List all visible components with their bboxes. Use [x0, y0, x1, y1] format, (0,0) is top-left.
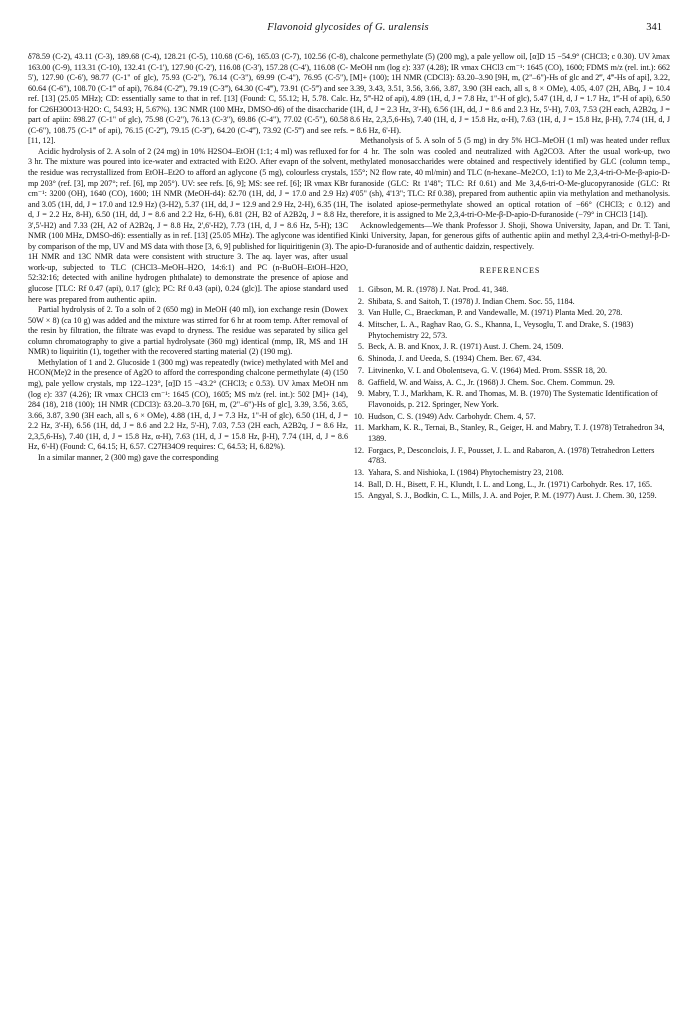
reference-list: [350, 285, 670, 502]
reference-item: [350, 342, 670, 353]
running-title: Flavonoid glycosides of G. uralensis: [267, 22, 429, 33]
reference-item: [350, 354, 670, 365]
reference-item: [350, 366, 670, 377]
reference-item: [350, 389, 670, 410]
reference-text: Beck, A. B. and Knox, J. R. (1971) Aust. J. Chem. 24, 1509.: [368, 342, 564, 352]
reference-number: 1.: [357, 284, 364, 294]
reference-text: Hudson, C. S. (1949) Adv. Carbohydr. Chem. 4, 57.: [368, 411, 536, 421]
reference-text: Gibson, M. R. (1978) J. Nat. Prod. 41, 348.: [368, 284, 509, 294]
reference-item: [350, 378, 670, 389]
paragraph-methylation: Methylation of 1 and 2. Glucoside 1 (300 mg) was repeatedly (twice) methylated with MeI and HCON(Me)2 in the presence of Ag2O to afford the corresponding chalcone permethylate (4) (150 mg), pale yellow crystals, mp 122–123°, [α]D 15 −43.2° (CHCl3; c 0.53). UV λmax MeOH nm (log ε): 337 (4.26); IR νmax CHCl3 cm⁻¹: 1645 (CO), 1605; MS m/z (rel. int.): 502 [M]+ (14), 284 (18), 218 (100); 1H NMR (CDCl3): δ3.20–3.70 [6H, m, (2"–6")-Hs of glc], 3.39, 3.56, 3.65, 3.66, 3.87, 3.90 (3H each, all s, 6 × OMe), 4.88 (1H, d, J = 7.3 Hz, 1"-H of glc), 6.50 (1H, d, J = 2.2 Hz, 3'-H), 6.56 (1H, dd, J = 8.6 and 2.2 Hz, 5'-H), 7.03, 7.53 (2H each, A2B2q, J = 8.6 Hz, 2,3,5,6-Hs), 7.40 (1H, d, J = 15.8 Hz, α-H), 7.63 (1H, d, J = 15.8 Hz, β-H), 7.74 (1H, d, J = 8.6 Hz, 6'-H) (Found: C, 64.15; H, 6.57. C27H34O9 requires: C, 64.53; H, 6.82%).: [28, 357, 348, 452]
reference-item: [350, 491, 670, 502]
reference-text: Shibata, S. and Saitoh, T. (1978) J. Indian Chem. Soc. 55, 1184.: [368, 296, 575, 306]
reference-item: [350, 285, 670, 296]
reference-text: Yahara, S. and Nishioka, I. (1984) Phytochemistry 23, 2108.: [368, 467, 564, 477]
reference-number: 8.: [357, 377, 364, 387]
reference-item: [350, 423, 670, 444]
reference-text: Ball, D. H., Bisett, F. H., Klundt, I. L. and Long, L., Jr. (1971) Carbohydr. Res. 17, 165.: [368, 479, 652, 489]
paragraph-methanolysis: Methanolysis of 5. A soln of 5 (5 mg) in dry 5% HCl–MeOH (1 ml) was heated under reflux for 4 hr. The soln was cooled and neutralized with Ag2CO3. After the usual work-up, two methylated monosaccharides were obtained and respectively identified by GLC (column temp., 155°; N2 flow rate, 40 ml/min) and TLC (n-hexane–Me2CO, 1:1) to Me 2,3,4-tri-O-Me-β-apio-D-furanoside (GLC: Rt 1'48"; TLC: Rf 0.61) and Me 3,4,6-tri-O-Me-glucopyranoside (GLC: Rt 4'05" (sh), 4'13"; TLC: Rf 0.38), prepared from authentic apiin via methylation and methanolysis. The isolated apiose-permethylate showed an optical rotation of −66° (CHCl3; c 0.12) and therefore, it is assigned to Me 2,3,4-tri-O-Me-β-D-apio-D-furanoside (−79° in CHCl3 [14]).: [350, 136, 670, 220]
reference-number: 4.: [357, 320, 364, 330]
reference-text: Mitscher, L. A., Raghav Rao, G. S., Khanna, I., Veysoglu, T. and Drake, S. (1983) Phytochemistry 22, 573.: [368, 320, 634, 340]
reference-number: 2.: [357, 296, 364, 306]
reference-item: [350, 480, 670, 491]
reference-text: Litvinenko, V. I. and Obolentseva, G. V. (1964) Med. Prom. SSSR 18, 20.: [368, 365, 608, 375]
paragraph-chalcone-permethylate: chalcone permethylate (5) (200 mg), a pale yellow oil, [α]D 15 −54.9° (CHCl3; c 0.30). UV λmax MeOH nm (log ε): 337 (4.28); IR νmax CHCl3 cm⁻¹: 1645 (CO), 1600; FDMS m/z (rel. int.): 662 [M]+ (100); 1H NMR (CDCl3): δ3.20–3.90 [9H, m, (2"–6")-Hs of glc and 2‴, 4‴-Hs of api], 3.22, 3.39, 3.43, 3.51, 3.56, 3.66, 3.87, 3.90 (3H each, all s, 8 × OMe), 4.05, 4.07 (2H, ABq, J = 10.4 Hz, 5‴-H2 of api), 4.89 (1H, d, J = 7.8 Hz, 1"-H of glc), 5.47 (1H, d, J = 1.7 Hz, 1‴-H of api), 6.50 (1H, d, J = 2.3 Hz, 3'-H), 6.56 (1H, dd, J = 8.6 and 2.3 Hz, 5'-H), 7.03, 7.53 (2H each, A2B2q, J = 8.6 Hz, 2,3,5,6-Hs), 7.40 (1H, d, J = 15.8 Hz, α-H), 7.63 (1H, d, J = 15.8 Hz, β-H), 7.74 (1H, d, J = 8.6 Hz, 6'-H).: [350, 52, 670, 135]
reference-number: 9.: [357, 389, 364, 399]
reference-number: 6.: [357, 354, 364, 364]
reference-number: 11.: [354, 423, 364, 433]
reference-item: [350, 297, 670, 308]
reference-text: Markham, K. R., Ternai, B., Stanley, R., Geiger, H. and Mabry, T. J. (1978) Tetrahedron 34, 1389.: [368, 423, 665, 443]
reference-number: 10.: [353, 411, 364, 421]
paragraph-partial-hydrolysis: Partial hydrolysis of 2. To a soln of 2 (650 mg) in MeOH (40 ml), ion exchange resin (Dowex 50W × 8) (ca 10 g) was added and the mixture was stirred for 6 hr at room temp. After removal of the resin by filtration, the filtrate was evapd to dryness. The residue was separated by silica gel column chromatography to give a partial hydrolysate (360 mg) identical (mmp, IR, MS and 1H NMR) to liquiritin (1), together with the recovered starting material (2) (190 mg).: [28, 305, 348, 357]
reference-number: 14.: [353, 479, 364, 489]
reference-number: 13.: [353, 467, 364, 477]
reference-text: Angyal, S. J., Bodkin, C. L., Mills, J. A. and Pojer, P. M. (1977) Aust. J. Chem. 30, 1259.: [368, 491, 657, 501]
reference-number: 7.: [357, 365, 364, 375]
reference-number: 15.: [353, 491, 364, 501]
reference-text: Shinoda, J. and Ueeda, S. (1934) Chem. Ber. 67, 434.: [368, 354, 542, 364]
reference-item: [350, 468, 670, 479]
reference-text: Mabry, T. J., Markham, K. R. and Thomas, M. B. (1970) The Systematic Identification of Flavonoids, p. 212. Springer, New York.: [368, 389, 658, 409]
paragraph-acknowledgements: Acknowledgements—We thank Professor J. Shoji, Showa University, Japan, and Dr. T. Tani, Kinki University, Japan, for generous gifts of authentic apiin and methyl 2,3,4-tri-O-methyl-β-D-apio-D-furanoside and of authentic daidzin, respectively.: [350, 220, 670, 251]
running-head: [0, 22, 696, 40]
reference-item: [350, 320, 670, 341]
reference-number: 3.: [357, 308, 364, 318]
paragraph-similar-manner: In a similar manner, 2 (300 mg) gave the corresponding: [38, 452, 219, 462]
page-number: 341: [646, 22, 662, 33]
left-column: [28, 52, 348, 463]
reference-text: Gaffield, W. and Waiss, A. C., Jr. (1968) J. Chem. Soc. Chem. Commun. 29.: [368, 377, 615, 387]
right-column: [350, 52, 670, 503]
reference-text: Van Hulle, C., Braeckman, P. and Vandewalle, M. (1971) Planta Med. 20, 278.: [368, 308, 623, 318]
reference-number: 5.: [357, 342, 364, 352]
reference-item: [350, 446, 670, 467]
reference-item: [350, 308, 670, 319]
reference-item: [350, 412, 670, 423]
paragraph-acidic-hydrolysis: Acidic hydrolysis of 2. A soln of 2 (24 mg) in 10% H2SO4–EtOH (1:1; 4 ml) was refluxed for 3 hr. The mixture was poured into ice-water and extracted with Et2O. After evapn of the solvent, the residue was recrystallized from EtOH–Et2O to afford an aglycone (5 mg), colourless crystals, mp 203° (ref. [3], mp 207°; ref. [6], mp 205°). UV: see refs. [6, 9]; MS: see ref. [6]; IR νmax KBr cm⁻¹: 3200 (OH), 1640 (CO), 1600; 1H NMR (MeOH-d4): δ2.70 (1H, dd, J = 17.0 and 2.9 Hz) and 3.05 (1H, dd, J = 17.0 and 12.9 Hz) (3-H2), 5.37 (1H, dd, J = 12.9 and 2.9 Hz, 2-H), 6.35 (1H, d, J = 2.2 Hz, 8-H), 6.50 (1H, dd, J = 8.6 and 2.2 Hz, 6-H), 6.81 (2H, B2 of A2B2q, J = 8.8 Hz, 3',5'-H2) and 7.33 (2H, A2 of A2B2q, J = 8.8 Hz, 2',6'-H2), 7.73 (1H, d, J = 8.6 Hz, 5-H); 13C NMR (100 MHz, DMSO-d6): essentially as in ref. [13] (25.05 MHz). The aglycone was identified by comparison of the mp, UV and MS data with those [3, 6, 9] published for liquiritigenin (3). The 1H NMR and 13C NMR data were consistent with structure 3. The aq. layer was, after usual work-up, subjected to TLC (CHCl3–MeOH–H2O, 14:6:1) and PC (n-BuOH–EtOH–H2O, 52:32:16; detected with aniline hydrogen phthalate) to demonstrate the presence of apiose and glucose [TLC: Rf 0.47 (api), 0.17 (glc); PC: Rf 0.43 (api), 0.24 (glc)]. The apiose standard used here was prepared from authentic apiin.: [28, 146, 348, 304]
reference-text: Forgacs, P., Desconclois, J. F., Pousset, J. L. and Rabaron, A. (1978) Tetrahedron Letters 4783.: [368, 445, 655, 466]
paragraph-nmr-data: δ78.59 (C-2), 43.11 (C-3), 189.68 (C-4), 128.21 (C-5), 110.68 (C-6), 165.03 (C-7), 102.56 (C-8), 163.00 (C-9), 113.31 (C-10), 132.41 (C-1'), 127.90 (C-2'), 116.08 (C-3'), 157.28 (C-4'), 116.08 (C-5'), 127.90 (C-6'), 98.77 (C-1" of glc), 75.93 (C-2"), 76.14 (C-3"), 69.99 (C-4"), 76.95 (C-5"), 60.64 (C-6"), 108.70 (C-1‴ of api), 76.84 (C-2‴), 79.19 (C-3‴), 64.30 (C-4‴), 73.91 (C-5‴) and see ref. [13] (25.05 MHz); CD: essentially same to that in ref. [13] (Found: C, 55.12; H, 5.78. Calc. for C26H30O13·H2O: C, 54.93; H, 5.67%). 13C NMR (100 MHz, DMSO-d6) of the disaccharide part of apiin: δ98.27 (C-1" of glc), 75.98 (C-2"), 76.13 (C-3"), 69.86 (C-4"), 77.02 (C-5"), 60.58 (C-6"), 108.75 (C-1‴ of api), 76.15 (C-2‴), 79.15 (C-3‴), 64.20 (C-4‴), 73.92 (C-5‴) and see refs. [11, 12].: [28, 52, 348, 146]
references-heading: REFERENCES: [479, 266, 541, 276]
reference-number: 12.: [353, 445, 364, 455]
